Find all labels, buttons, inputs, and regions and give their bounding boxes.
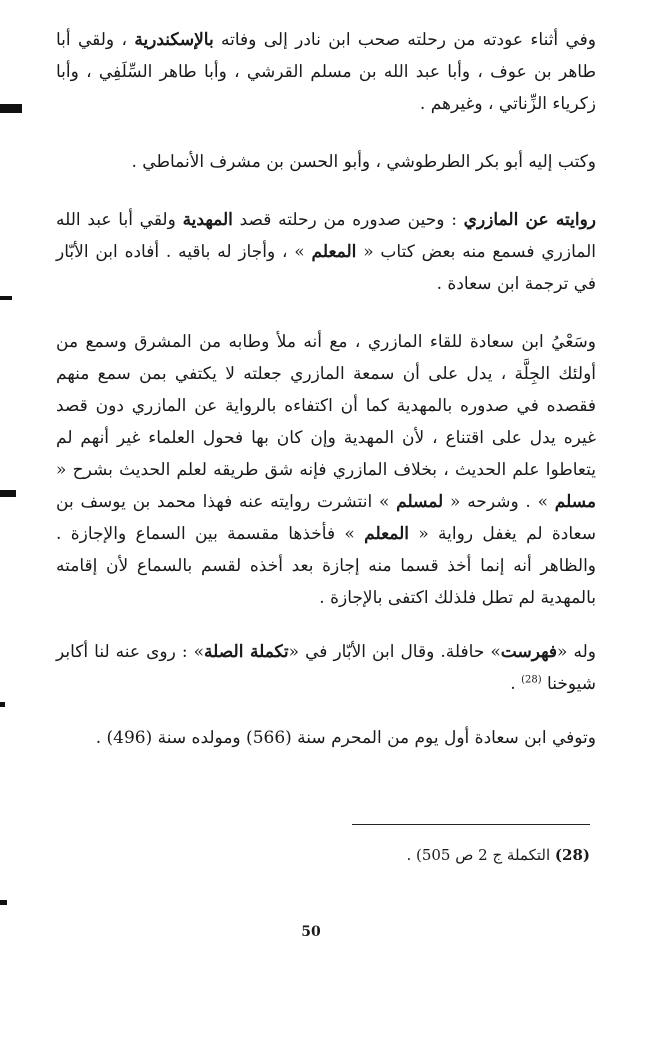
paragraph-analysis [56,326,596,614]
bold-book-title: مسلم [554,492,596,512]
bold-book-title: المعلم [364,524,410,544]
text-span: » ، وأجاز له باقيه . أفاده ابن الأبّار في ترجمة ابن سعادة . [56,242,596,294]
footnote-text: التكملة ج 2 ص 505) . [406,846,555,864]
scan-edge-mark [0,490,16,497]
text-span: » . وشرحه « [443,492,555,512]
text-span: وتوفي ابن سعادة أول يوم من المحرم سنة (566) ومولده سنة (496) . [95,728,596,748]
text-span: وله « [557,642,596,662]
text-span: » انتشرت روايته عنه فهذا محمد بن يوسف بن سعادة لم يغفل رواية « [56,492,596,544]
footnote-reference: (28) [521,674,542,686]
paragraph-death-date [56,722,596,754]
text-span: » فأخذها مقسمة بين السماع والإجازة . والظاهر أنه إنما أخذ قسما منه إجازة بعد أخذه لقسم بالسماع لأن إقامته بالمهدية لم تطل فلذلك اكتفى بالإجازة . [56,524,596,608]
text-span: وسَعْيُ ابن سعادة للقاء المازري ، مع أنه ملأ وطابه من المشرق وسمع من أولئك الجِلَّة ، يدل على أن سمعة المازري جعلته لا يكتفي بمن سمع منهم فقصده في صدوره بالمهدية كما أن اكتفاءه بالرواية عن المازري دون قصد غيره يدل على اقتناع ، لأن المهدية وإن كان بها فحول العلماء غير أنهم لم يتعاطوا علم الحديث ، بخلاف المازري فإنه شق طريقه لعلم الحديث بشرح « [56,332,596,480]
paragraph-fahrasa [56,636,596,700]
bold-book-title: المعلم [311,242,357,262]
footnote [300,842,590,868]
paragraph-return-journey [56,24,596,120]
bold-book-title: تكملة الصلة [204,642,289,662]
text-span: . [510,674,522,694]
bold-place-alexandria: بالإسكندرية [134,30,214,50]
scan-edge-mark [0,702,5,707]
scan-edge-mark [0,296,12,300]
text-span: ولقي أبا عبد الله المازري فسمع منه بعض كتاب « [56,210,596,262]
text-span: : وحين صدوره من رحلته قصد [232,210,464,230]
text-span: » حافلة. وقال ابن الأبّار في « [288,642,501,662]
text-span: وفي أثناء عودته من رحلته صحب ابن نادر إلى وفاته [213,30,597,50]
scan-edge-mark [0,104,22,113]
footnote-divider [352,824,590,825]
text-span: ، ولقي أبا طاهر بن عوف ، وأبا عبد الله بن مسلم القرشي ، وأبا طاهر السِّلَفِي ، وأبا زكرياء الزِّناتي ، وغيرهم . [56,30,596,114]
text-span: » : روى عنه لنا أكابر شيوخنا [56,642,596,694]
footnote-number: (28) [554,846,590,864]
paragraph-correspondence [56,146,596,178]
bold-book-title: فهرست [500,642,558,662]
bold-book-title: لمسلم [396,492,444,512]
bold-place-mahdia: المهدية [182,210,233,230]
text-span: وكتب إليه أبو بكر الطرطوشي ، وأبو الحسن بن مشرف الأنماطي . [131,152,596,172]
paragraph-mazari-narration [56,204,596,300]
scan-edge-mark [0,900,7,905]
page-number: 50 [301,924,321,940]
section-heading: روايته عن المازري [463,210,596,230]
